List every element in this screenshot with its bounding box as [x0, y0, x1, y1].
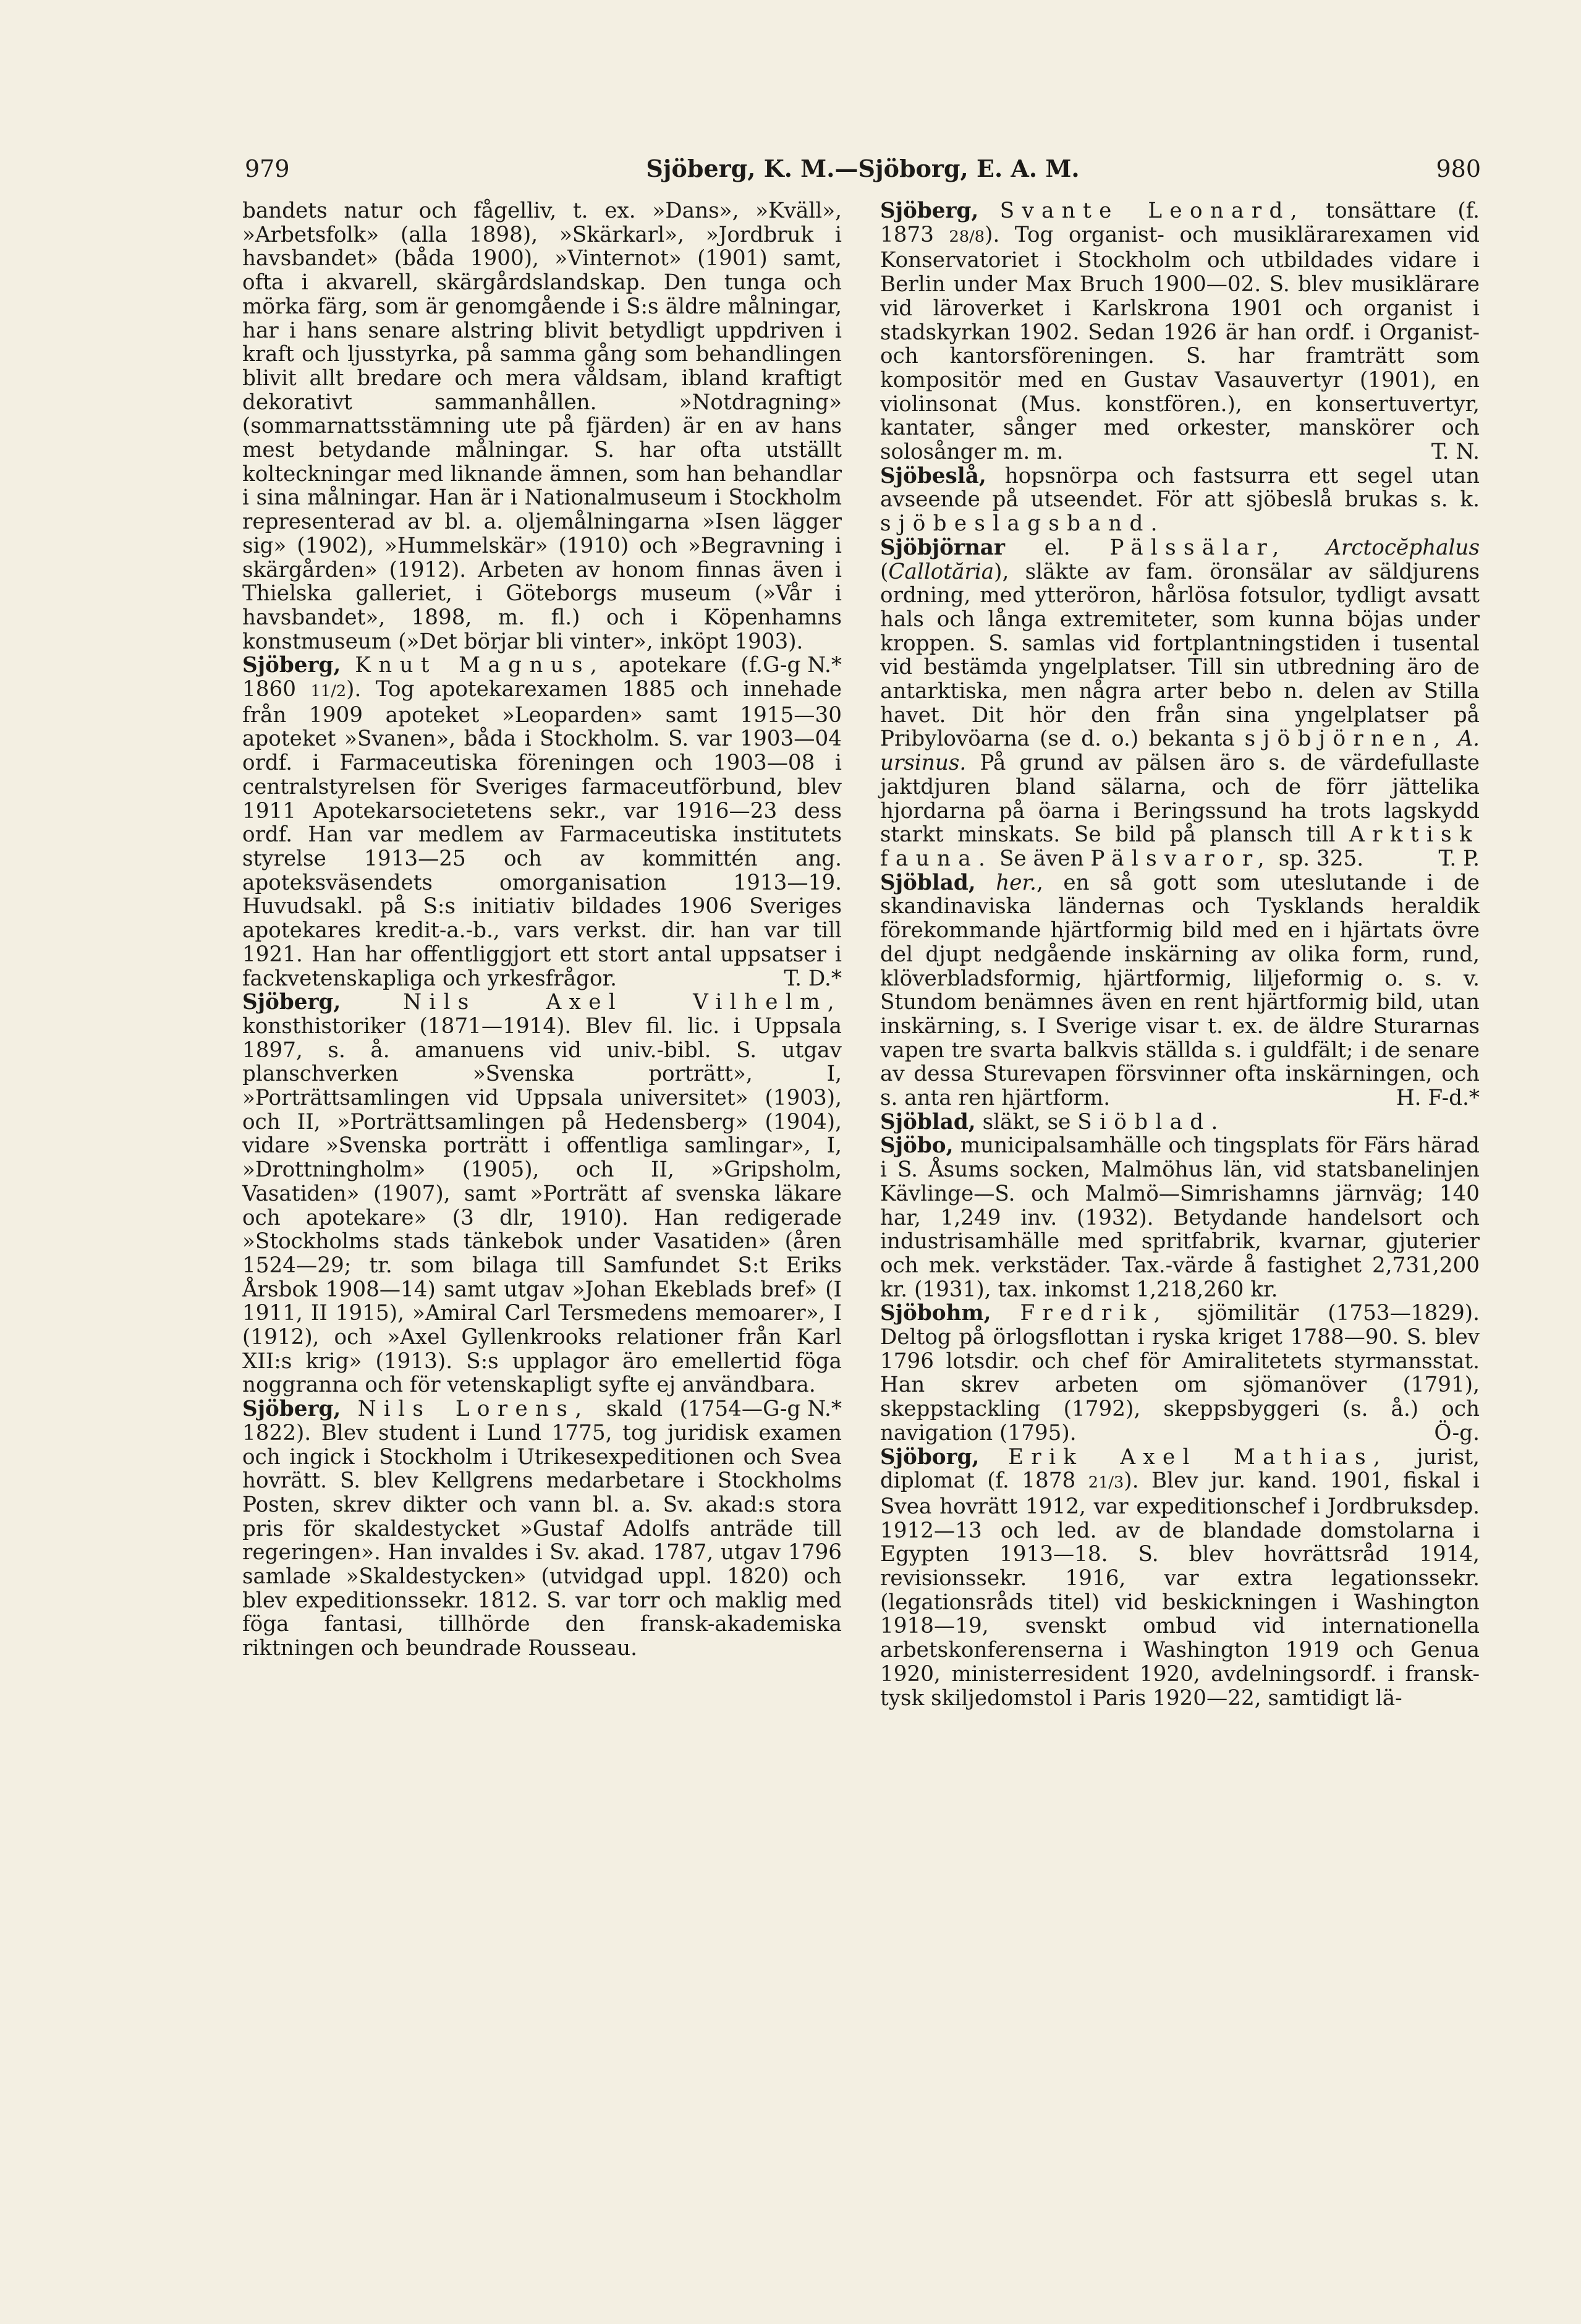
entry-text: skald (1754—1822). Blev student i Lund 1775, tog juridisk examen och ingick i Stockholm i Utrikesexpeditionen och Svea hovrätt. S. blev Kellgrens medarbetare i Stockholms Posten, skrev dikter och vann bl. a. Sv. akad:s stora pris för skaldestycket »Gustaf Adolfs anträde till regeringen». Han invaldes i Sv. akad. 1787, utgav 1796 samlade »Skaldestycken» (utvidgad uppl. 1820) och blev expeditionssekr. 1812. S. var torr och maklig med föga fantasi, tillhörde den fransk-akademiska riktningen och beundrade Rousseau. [242, 1397, 842, 1661]
left-column [242, 199, 842, 1661]
latin-name: Arctocĕphalus [1286, 535, 1480, 560]
subject-abbrev: her. [975, 870, 1036, 895]
spaced-name: Erik Axel Mathias, [1008, 1444, 1388, 1470]
headword: Sjöblad, [880, 1109, 976, 1134]
entry-text: bandets natur och fågelliv, t. ex. »Dans», »Kväll», »Arbetsfolk» (alla 1898), »Skärkarl», »Jordbruk i havsbandet» (båda 1900), »Vinternot» (1901) samt, ofta i akvarell, skärgårdslandskap. Den tunga och mörka färg, som är genomgående i S:s äldre målningar, har i hans senare alstring blivit betydligt uppdriven i kraft och ljusstyrka, på samma gång som behandlingen blivit allt bredare och mera våldsam, ibland kraftigt dekorativt sammanhållen. »Notdragning» (sommarnattsstämning ute på fjärden) är en av hans mest betydande målningar. S. har ofta utställt kolteckningar med liknande ämnen, som han behandlar i sina målningar. Han är i Nationalmuseum i Stockholm representerad av bl. a. oljemålningarna »Isen lägger sig» (1902), »Hummelskär» (1910) och »Begravning i skärgården» (1912). Arbeten av honom finnas även i Thielska galleriet, i Göteborgs museum (»Vår i havsbandet», 1898, m. fl.) och i Köpenhamns konstmuseum (»Det börjar bli vinter», inköpt 1903). [242, 198, 842, 654]
headword: Sjöberg, [242, 990, 341, 1015]
entry-text: apotekare (f. 1860 [242, 653, 763, 702]
entry-sjoblad-slakt [880, 1110, 1480, 1134]
spaced-name: Knut Magnus, [355, 653, 605, 678]
signature: T. P. [1438, 846, 1480, 871]
entry-text: sjömilitär (1753—1829). Deltog på örlogsflottan i ryska kriget 1788—90. S. blev 1796 lotsdir. och chef för Amiralitetets styrmansstat. Han skrev arbeten om sjömanöver (1791), skeppstackling (1792), skeppsbyggeri (s. å.) och navigation (1795). [880, 1301, 1480, 1445]
headword: Sjöblad, [880, 870, 976, 895]
spaced-name: Nils Axel Vilhelm, [403, 990, 842, 1015]
entry-text: ). Blev jur. kand. 1901, fiskal i Svea hovrätt 1912, var expeditionschef i Jordbruksdep. 1912—13 och led. av de blandade domstolarna i Egypten 1913—18. S. blev hovrättsråd 1914, revisionssekr. 1916, var extra legationssekr. (legationsråds titel) vid beskickningen i Washington 1918—19, svenskt ombud vid internationella arbetskonferenserna i Washington 1919 och Genua 1920, ministerresident 1920, avdelningsordf. i fransk-tysk skiljedomstol i Paris 1920—22, samtidigt lä- [880, 1468, 1480, 1711]
entry-text: ). Tog organist- och musiklärarexamen vid Konservatoriet i Stockholm och utbildades vidare i Berlin under Max Bruch 1900—02. S. blev musiklärare vid läroverket i Karlskrona 1901 och organist i stadskyrkan 1902. Sedan 1926 är han ordf. i Organist- och kantorsföreningen. S. har framträtt som kompositör med en Gustav Vasauvertyr (1901), en violinsonat (Mus. konstfören.), en konsertuvertyr, kantater, sånger med orkester, manskörer och solosånger m. m. [880, 222, 1480, 465]
right-column [880, 199, 1480, 1710]
entry-text: hopsnörpa och fastsurra ett segel utan avseende på utseendet. För att sjöbeslå brukas s. k. [880, 463, 1480, 513]
entry-text: konsthistoriker (1871—1914). Blev fil. lic. i Uppsala 1897, s. å. amanuens vid univ.-bibl. S. utgav planschverken »Svenska porträtt», I, »Porträttsamlingen vid Uppsala universitet» (1903), och II, »Porträttsamlingen på Hedensberg» (1904), vidare »Svenska porträtt i offentliga samlingar», I, »Drottningholm» (1905), och II, »Gripsholm, Vasatiden» (1907), samt »Porträtt af svenska läkare och apotekare» (3 dlr, 1910). Han redigerade »Stockholms stads tänkebok under Vasatiden» (åren 1524—29; tr. som bilaga till Samfundet S:t Eriks Årsbok 1908—14) samt utgav »Johan Ekeblads bref» (I 1911, II 1915), »Amiral Carl Tersmedens memoarer», I (1912), och »Axel Gyllenkrooks relationer från Karl XII:s krig» (1913). S:s upplagor äro emellertid föga noggranna och för vetenskapligt syfte ej användbara. [242, 1013, 842, 1398]
entry-text: municipalsamhälle och tingsplats för Färs härad i S. Åsums socken, Malmöhus län, vid statsbanelinjen Kävlinge—S. och Malmö—Simrishamns järnväg; 140 har, 1,249 inv. (1932). Betydande handelsort och industrisamhälle med spritfabrik, kvarnar, gjuterier och mek. verkstäder. Tax.-värde å fastighet 2,731,200 kr. (1931), tax. inkomst 1,218,260 kr. [880, 1133, 1480, 1302]
entry-text: ( [880, 559, 889, 584]
spaced-name: Nils Lorens, [357, 1397, 590, 1422]
cross-reference: Arktisk fauna. [880, 822, 1480, 871]
entry-sjobesla [880, 464, 1480, 536]
entry-sjoborg-erik-axel-mathias [880, 1445, 1480, 1711]
latin-name: A. ursinus. [880, 726, 1480, 776]
headword: Sjöbjörnar [880, 535, 1005, 560]
latin-name: Callotăria [888, 559, 994, 584]
headword: Sjöbo, [880, 1133, 954, 1159]
signature: H. F-d.* [1396, 1086, 1480, 1111]
entry-sjobohm-fredrik [880, 1301, 1480, 1445]
entry-sjobo [880, 1134, 1480, 1301]
signature: G-g N.* [763, 1397, 842, 1422]
entry-text: , en så gott som uteslutande i de skandinaviska ländernas och Tysklands heraldik förekommande hjärtformig bild med en i hjärtats övre del djupt nedgående inskärning av olika form, rund, klöverbladsformig, hjärtformig, liljeformig o. s. v. Stundom benämnes även en rent hjärtformig bild, utan inskärning, s. I Sverige visar t. ex. de äldre Sturarnas vapen tre svarta balkvis ställda s. i guldfält; i de senare av dessa Sturevapen försvinner ofta inskärningen, och s. anta ren hjärtform. [880, 870, 1480, 1111]
signature: T. N. [1431, 440, 1480, 465]
spaced-term: sjöbjörnen, [1244, 726, 1448, 752]
running-header [245, 150, 1481, 187]
headword: Sjöberg, [242, 1397, 341, 1422]
entry-text: sp. 325. [1271, 846, 1364, 871]
entry-sjobjornar [880, 536, 1480, 871]
entry-text: ), släkte av fam. öronsälar av säldjurens ordning, med ytteröron, hårlösa fotsulor, tydligt avsatt hals och långa extremiteter, som kunna böjas under kroppen. S. samlas vid fortplantningstiden i tusental vid bestämda yngelplatser. Till sin utbredning äro de antarktiska, men några arter bebo n. delen av Stilla havet. Dit hör den från sina yngelplatser på Pribylovöarna (se d. o.) bekanta [880, 559, 1480, 752]
headword: Sjöberg, [242, 653, 341, 678]
entry-sjoberg-svante-leonard [880, 199, 1480, 464]
spaced-term: sjöbeslagsband. [880, 511, 1165, 537]
running-head: Sjöberg, K. M.—Sjöborg, E. A. M. [646, 155, 1080, 182]
entry-text: el. [1004, 535, 1110, 560]
entry-text: Se även [993, 846, 1091, 871]
entry-text: jurist, diplomat (f. 1878 [880, 1444, 1480, 1494]
date-fraction: 11/2 [310, 682, 347, 701]
entry-sjoblad-her [880, 871, 1480, 1110]
signature: T. D.* [784, 966, 842, 991]
entry-text: tonsättare (f. 1873 [880, 198, 1480, 247]
page-number-left: 979 [245, 155, 290, 182]
signature: Ö-g. [1434, 1420, 1480, 1445]
entry-text: släkt, se [975, 1109, 1078, 1134]
date-fraction: 21/3 [1088, 1473, 1124, 1492]
entry-text: På grund av pälsen äro s. de värdefullaste jaktdjuren bland sälarna, och de förr jättelika hjordarna på öarna i Beringssund ha trots lagskydd starkt minskats. Se bild på plansch till [880, 751, 1480, 848]
spaced-name: Svante Leonard, [999, 198, 1305, 223]
headword: Sjöbohm, [880, 1301, 991, 1326]
cross-reference: Pälsvaror, [1090, 846, 1272, 871]
spaced-name: Fredrik, [1020, 1301, 1168, 1326]
headword: Sjöberg, [880, 198, 979, 223]
spaced-term: Pälssälar, [1109, 535, 1287, 560]
entry-sjoberg-knut-magnus [242, 653, 842, 990]
cross-reference: Siöblad. [1077, 1109, 1226, 1134]
page-number-right: 980 [1436, 155, 1481, 182]
entry-sjoberg-nils-lorens [242, 1397, 842, 1661]
date-fraction: 28/8 [949, 227, 985, 246]
entry-text: ). Tog apotekarexamen 1885 och innehade från 1909 apoteket »Leoparden» samt 1915—30 apoteket »Svanen», båda i Stockholm. S. var 1903—04 ordf. i Farmaceutiska föreningen och 1903—08 i centralstyrelsen för Sveriges farmaceutförbund, blev 1911 Apotekarsocietetens sekr., var 1916—23 dess ordf. Han var medlem av Farmaceutiska institutets styrelse 1913—25 och av kommittén ang. apoteksväsendets omorganisation 1913—19. Huvudsakl. på S:s initiativ bildades 1906 Sveriges apotekares kredit-a.-b., vars verkst. dir. han var till 1921. Han har offentliggjort ett stort antal uppsatser i fackvetenskapliga och yrkesfrågor. [242, 677, 842, 991]
signature: G-g N.* [763, 653, 842, 678]
headword: Sjöbeslå, [880, 463, 986, 488]
headword: Sjöborg, [880, 1444, 980, 1470]
